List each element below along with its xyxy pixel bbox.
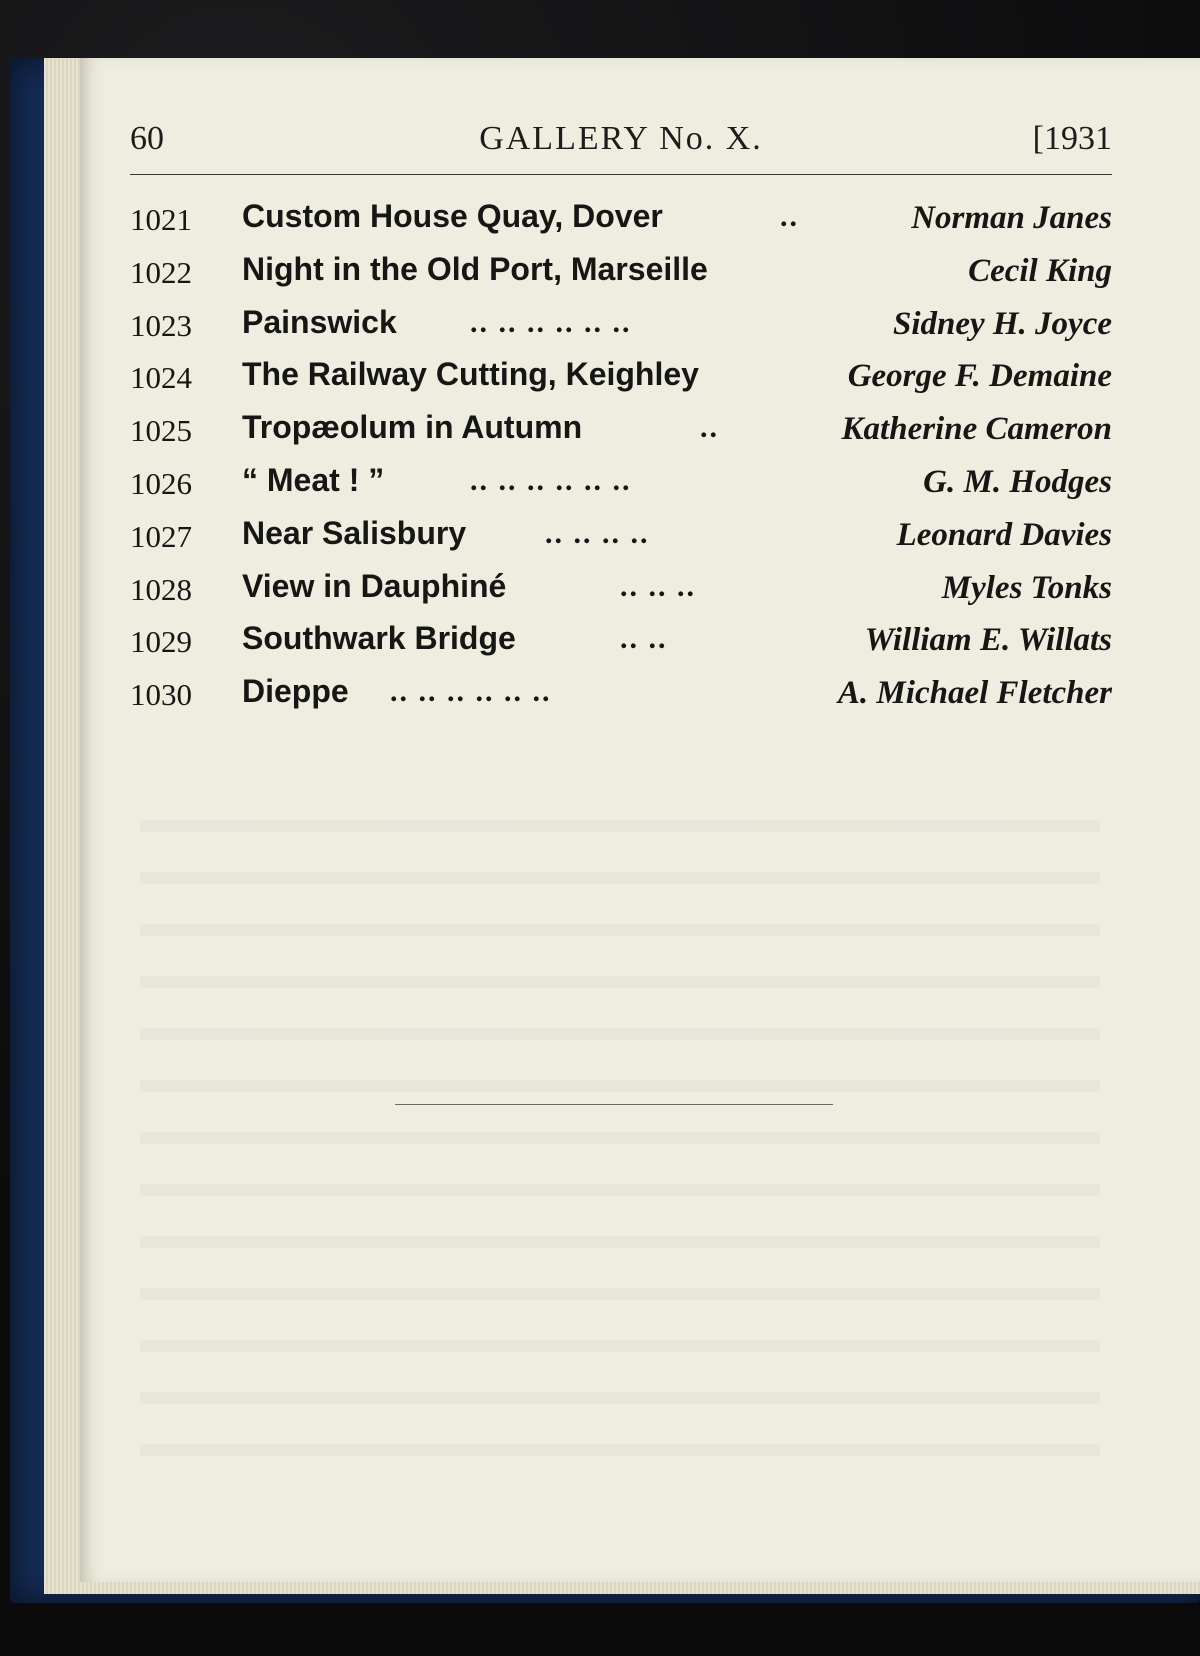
entry-number: 1022 xyxy=(130,254,192,290)
dot-leader: .. .. .. .. .. .. xyxy=(470,463,632,497)
dot-leader: .. xyxy=(780,200,799,233)
entry-artist: Katherine Cameron xyxy=(841,411,1112,448)
entry-title: Tropæolum in Autumn xyxy=(242,409,583,446)
entry-title: “ Meat ! ” xyxy=(242,461,385,498)
entry-title: View in Dauphiné xyxy=(242,567,507,604)
entry-number: 1027 xyxy=(130,518,192,554)
year-label: [1931 xyxy=(1032,120,1112,157)
entry-number: 1029 xyxy=(130,624,192,660)
catalogue-entry xyxy=(130,198,1112,251)
entry-number: 1025 xyxy=(130,413,192,449)
catalogue-entry xyxy=(130,462,1112,515)
catalogue-entry xyxy=(130,251,1112,304)
show-through-text xyxy=(140,780,1100,1480)
entry-title: Southwark Bridge xyxy=(242,620,516,657)
entry-artist: Leonard Davies xyxy=(896,516,1112,553)
entry-title: Dieppe xyxy=(242,673,349,710)
catalogue-entry xyxy=(130,568,1112,621)
catalogue-entry xyxy=(130,515,1112,568)
entry-number: 1023 xyxy=(130,307,192,343)
gallery-title: GALLERY No. X. xyxy=(479,120,763,157)
dot-leader: .. .. xyxy=(620,622,668,656)
dot-leader: .. .. .. .. xyxy=(545,516,650,550)
entry-title: Painswick xyxy=(242,303,397,340)
entry-title: Custom House Quay, Dover xyxy=(242,198,663,234)
page-number: 60 xyxy=(130,120,164,157)
dot-leader: .. .. .. .. .. .. xyxy=(470,305,632,339)
entry-number: 1026 xyxy=(130,465,192,501)
entry-artist: George F. Demaine xyxy=(847,358,1112,395)
dot-leader: .. .. .. xyxy=(620,569,696,603)
entry-title: Near Salisbury xyxy=(242,514,467,551)
catalogue-list xyxy=(130,198,1112,726)
catalogue-entry xyxy=(130,409,1112,462)
entry-artist: Sidney H. Joyce xyxy=(892,305,1112,342)
entry-artist: A. Michael Fletcher xyxy=(837,675,1112,712)
catalogue-entry xyxy=(130,673,1112,726)
entry-number: 1028 xyxy=(130,571,192,607)
entry-artist: Myles Tonks xyxy=(941,569,1112,606)
dot-leader: .. .. .. .. .. .. xyxy=(390,675,552,709)
entry-number: 1021 xyxy=(130,202,192,237)
entry-artist: Norman Janes xyxy=(911,200,1112,236)
entry-artist: G. M. Hodges xyxy=(923,463,1112,500)
entry-title: The Railway Cutting, Keighley xyxy=(242,356,699,393)
entry-artist: Cecil King xyxy=(968,252,1112,289)
entry-number: 1024 xyxy=(130,360,192,396)
page-header xyxy=(130,120,1112,175)
catalogue-entry xyxy=(130,620,1112,673)
entry-artist: William E. Willats xyxy=(864,622,1112,659)
catalogue-entry xyxy=(130,304,1112,357)
section-divider xyxy=(395,1104,833,1105)
dot-leader: .. xyxy=(700,411,719,445)
entry-title: Night in the Old Port, Marseille xyxy=(242,250,708,287)
entry-number: 1030 xyxy=(130,677,192,713)
catalogue-entry xyxy=(130,356,1112,409)
